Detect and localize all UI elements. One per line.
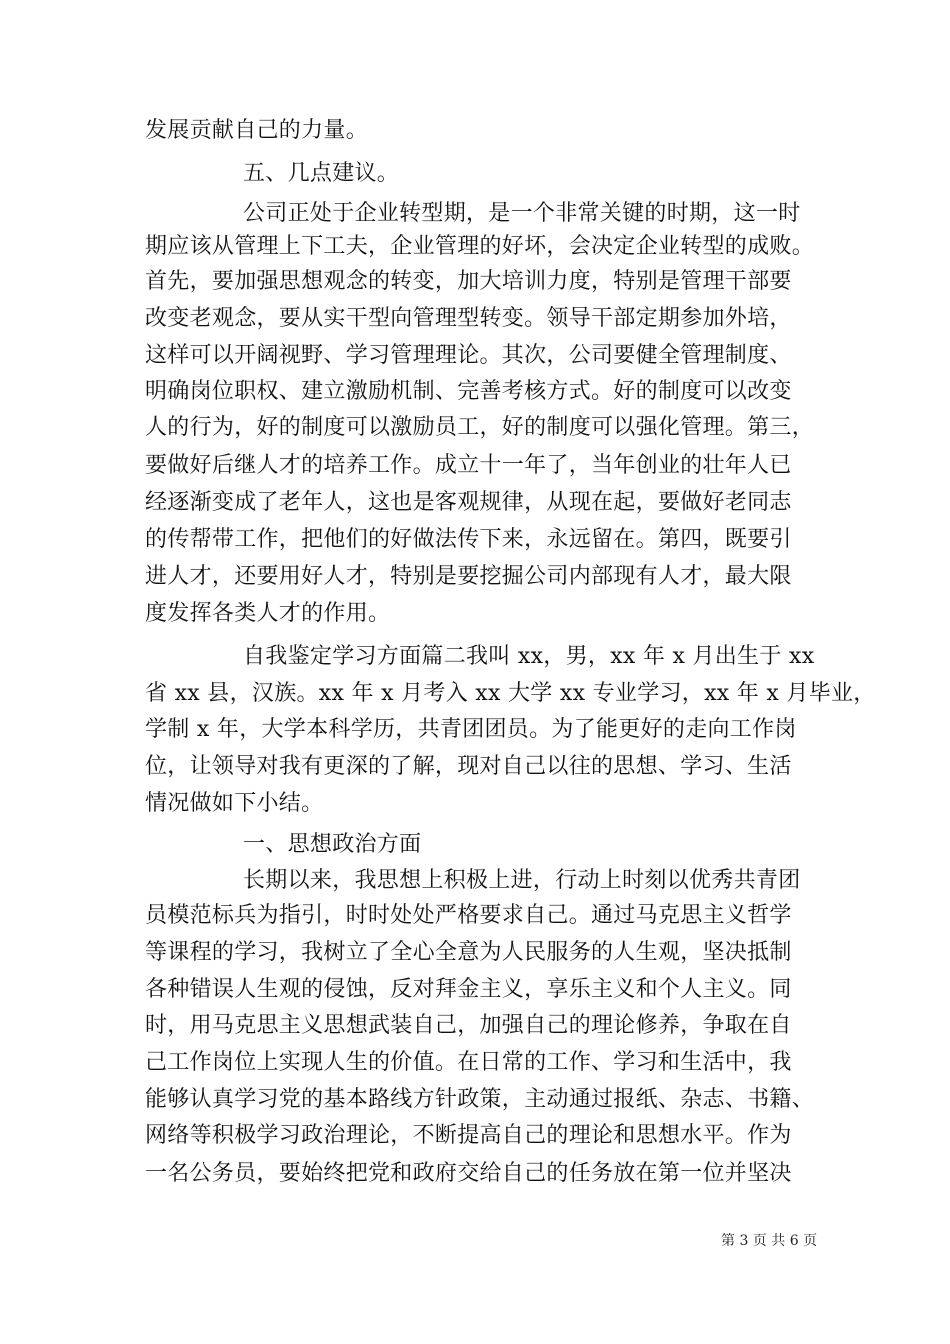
section-heading: 一、思想政治方面 <box>243 832 422 857</box>
text-line: 情况做如下小结。 <box>145 791 324 816</box>
text-line: 这样可以开阔视野、学习管理理论。其次，公司要健全管理制度、 <box>145 343 792 368</box>
text-line: 进人才，还要用好人才，特别是要挖掘公司内部现有人才，最大限 <box>145 564 792 589</box>
text-line: 学制 x 年，大学本科学历，共青团团员。为了能更好的走向工作岗 <box>145 717 797 742</box>
text-line: 要做好后继人才的培养工作。成立十一年了，当年创业的壮年人已 <box>145 453 792 478</box>
text-line: 公司正处于企业转型期，是一个非常关键的时期，这一时 <box>243 201 801 226</box>
section-heading: 五、几点建议。 <box>243 161 400 186</box>
text-line: 度发挥各类人才的作用。 <box>145 601 391 626</box>
text-line: 改变老观念，要从实干型向管理型转变。领导干部定期参加外培， <box>145 306 792 331</box>
text-line: 自我鉴定学习方面篇二我叫 xx，男，xx 年 x 月出生于 xx <box>243 644 815 669</box>
text-line: 人的行为，好的制度可以激励员工，好的制度可以强化管理。第三， <box>145 415 815 440</box>
text-line: 时，用马克思主义思想武装自己，加强自己的理论修养，争取在自 <box>145 1013 792 1038</box>
text-line: 等课程的学习，我树立了全心全意为人民服务的人生观，坚决抵制 <box>145 940 792 965</box>
text-line: 省 xx 县，汉族。xx 年 x 月考入 xx 大学 xx 专业学习，xx 年 x 月毕业， <box>145 681 876 706</box>
text-line: 经逐渐变成了老年人，这也是客观规律，从现在起，要做好老同志 <box>145 490 792 515</box>
text-line: 一名公务员，要始终把党和政府交给自己的任务放在第一位并坚决 <box>145 1161 792 1186</box>
page-footer: 第 3 页 共 6 页 <box>721 1233 818 1249</box>
text-line: 网络等积极学习政治理论，不断提高自己的理论和思想水平。作为 <box>145 1123 792 1148</box>
text-line: 能够认真学习党的基本路线方针政策，主动通过报纸、杂志、书籍、 <box>145 1087 815 1112</box>
text-line: 员模范标兵为指引，时时处处严格要求自己。通过马克思主义哲学 <box>145 903 792 928</box>
text-line: 己工作岗位上实现人生的价值。在日常的工作、学习和生活中，我 <box>145 1050 792 1075</box>
text-line: 位，让领导对我有更深的了解，现对自己以往的思想、学习、生活 <box>145 754 792 779</box>
text-line: 的传帮带工作，把他们的好做法传下来，永远留在。第四，既要引 <box>145 527 792 552</box>
text-line: 各种错误人生观的侵蚀，反对拜金主义，享乐主义和个人主义。同 <box>145 977 792 1002</box>
text-line: 期应该从管理上下工夫，企业管理的好坏，会决定企业转型的成败。 <box>145 234 815 259</box>
text-line: 首先，要加强思想观念的转变，加大培训力度，特别是管理干部要 <box>145 269 792 294</box>
text-line: 明确岗位职权、建立激励机制、完善考核方式。好的制度可以改变 <box>145 379 792 404</box>
text-line: 长期以来，我思想上积极上进，行动上时刻以优秀共青团 <box>243 868 801 893</box>
text-line: 发展贡献自己的力量。 <box>145 118 369 143</box>
